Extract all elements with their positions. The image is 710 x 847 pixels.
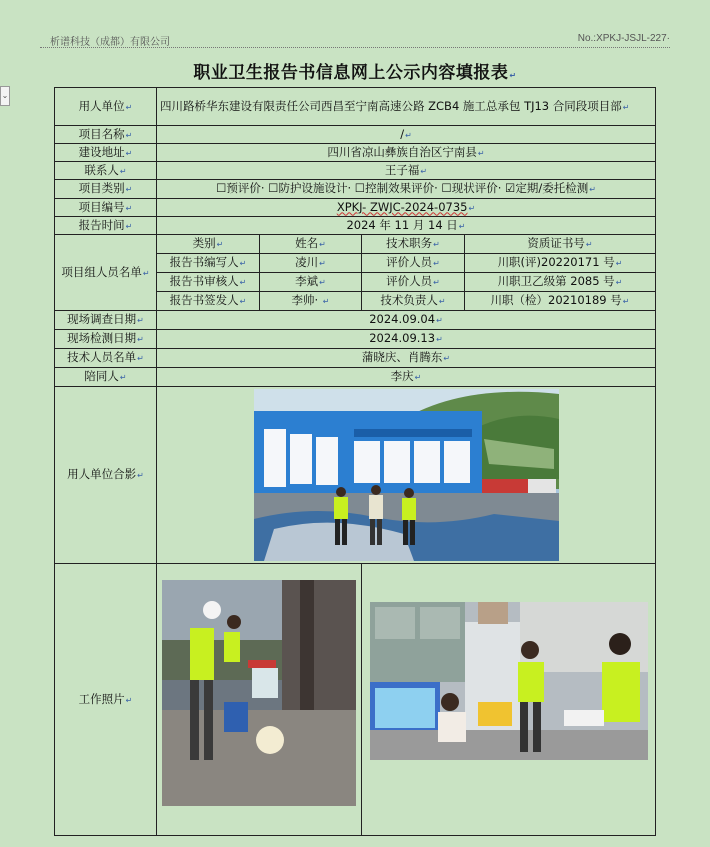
group-photo [254,389,559,561]
collapse-marker[interactable]: ⌄ [0,86,10,106]
team-cell: 评价人员↵ [362,273,465,292]
project-number-label: 项目编号↵ [55,199,157,217]
work-photo-right-image [370,602,648,760]
row-group-photo [55,387,656,564]
work-photo-cell-right [362,564,656,836]
team-cell: 川职（检）20210189 号↵ [465,292,656,311]
escort-value: 李庆↵ [157,368,656,387]
project-number-value: XPKJ- ZWJC-2024-0735↵ [157,199,656,217]
escort-label: 陪同人↵ [55,368,157,387]
work-photo-right [370,602,648,760]
team-header-category: 类别↵ [157,235,260,254]
row-test-date [55,330,656,349]
address-label: 建设地址↵ [55,144,157,162]
team-cell: 报告书审核人↵ [157,273,260,292]
group-photo-label: 用人单位合影↵ [55,387,157,564]
test-date-label: 现场检测日期↵ [55,330,157,349]
project-name-value: /↵ [157,126,656,144]
team-header-title: 技术职务↵ [362,235,465,254]
group-photo-cell [157,387,656,564]
row-survey-date [55,311,656,330]
team-header-row [55,235,656,254]
work-photo-left-image [162,580,356,806]
team-cell: 川职卫乙级第 2085 号↵ [465,273,656,292]
work-photo-left [162,580,356,806]
team-cell: 评价人员↵ [362,254,465,273]
tech-staff-value: 蒲晓庆、肖腾东↵ [157,349,656,368]
header-company: 析谱科技（成都）有限公司 [50,37,170,48]
header-doc-number: No.:XPKJ-JSJL-227· [577,33,670,44]
team-cell: 李帅· ↵ [260,292,362,311]
row-contact [55,162,656,180]
row-employer [55,88,656,126]
group-photo-image [254,389,559,561]
row-work-photos [55,564,656,836]
project-name-label: 项目名称↵ [55,126,157,144]
report-date-value: 2024 年 11 月 14 日↵ [157,217,656,235]
survey-date-label: 现场调查日期↵ [55,311,157,330]
report-table [54,87,656,836]
employer-label: 用人单位↵ [55,88,157,126]
row-address [55,144,656,162]
team-cell: 报告书编写人↵ [157,254,260,273]
row-project-name [55,126,656,144]
address-value: 四川省凉山彝族自治区宁南县↵ [157,144,656,162]
test-date-value: 2024.09.13↵ [157,330,656,349]
category-label: 项目类别↵ [55,180,157,199]
report-date-label: 报告时间↵ [55,217,157,235]
row-tech-staff [55,349,656,368]
team-cell: 凌川↵ [260,254,362,273]
contact-label: 联系人↵ [55,162,157,180]
row-project-number [55,199,656,217]
page-title: 职业卫生报告书信息网上公示内容填报表↵ [193,63,517,83]
row-report-date [55,217,656,235]
team-header-name: 姓名↵ [260,235,362,254]
work-photo-label: 工作照片↵ [55,564,157,836]
contact-value: 王子福↵ [157,162,656,180]
team-label: 项目组人员名单↵ [55,235,157,311]
page-header [40,30,670,48]
employer-value: 四川路桥华东建设有限责任公司西昌至宁南高速公路 ZCB4 施工总承包 TJ13 合同段项目部↵ [157,88,656,126]
team-cell: 报告书签发人↵ [157,292,260,311]
team-cell: 技术负责人↵ [362,292,465,311]
row-category [55,180,656,199]
survey-date-value: 2024.09.04↵ [157,311,656,330]
work-photo-cell-left [157,564,362,836]
team-header-cert: 资质证书号↵ [465,235,656,254]
row-escort [55,368,656,387]
tech-staff-label: 技术人员名单↵ [55,349,157,368]
team-cell: 川职(评)20220171 号↵ [465,254,656,273]
category-value: ☐预评价· ☐防护设施设计· ☐控制效果评价· ☐现状评价· ☑定期/委托检测↵ [157,180,656,199]
team-cell: 李斌↵ [260,273,362,292]
